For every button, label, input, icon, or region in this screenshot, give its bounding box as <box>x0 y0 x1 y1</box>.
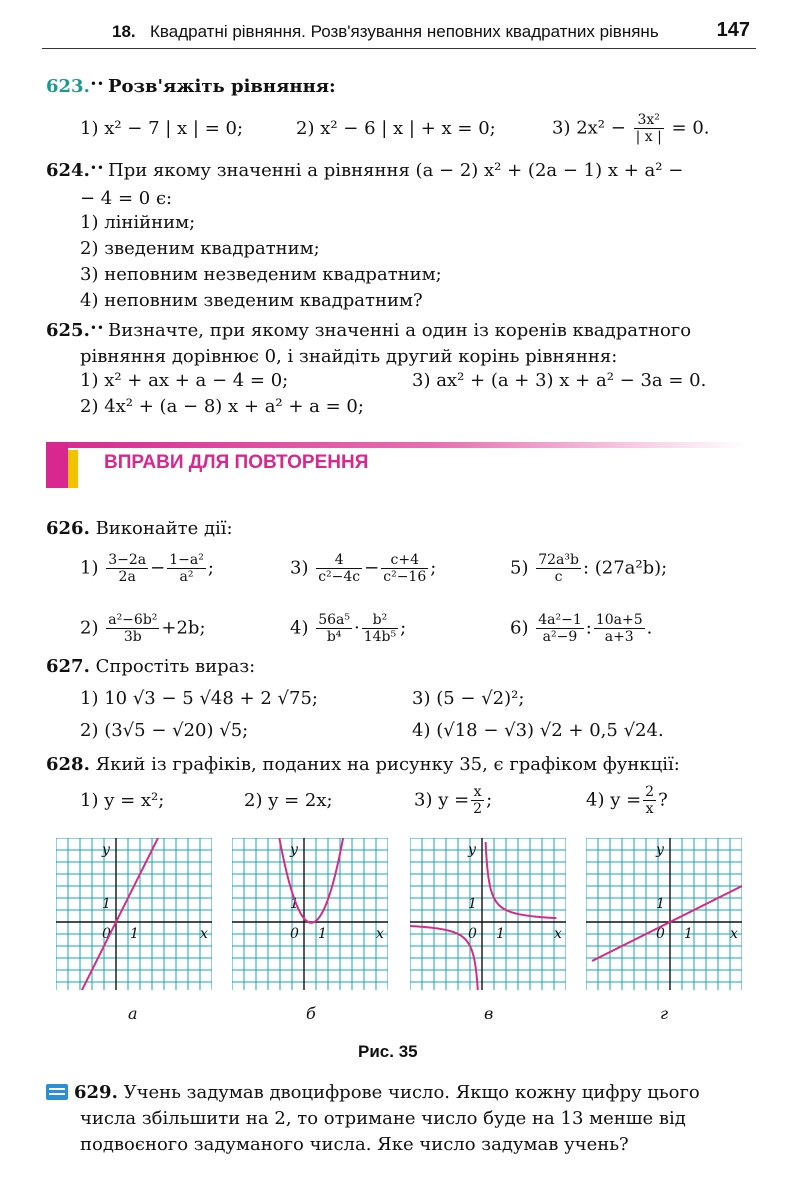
difficulty-mark: •• <box>89 321 104 335</box>
function-curve <box>486 842 557 918</box>
denominator: a+3 <box>604 629 634 645</box>
x-axis-label: x <box>200 926 208 942</box>
numerator: 4a²−1 <box>538 612 582 628</box>
denominator: c²−4c <box>318 569 361 585</box>
function-option: 2) y = 2x; <box>244 790 333 811</box>
equation-part: 3) 2x² − <box>552 117 626 139</box>
option-part: ; <box>486 789 493 811</box>
function-curve <box>72 838 167 990</box>
origin-label: 0 <box>656 926 665 942</box>
problem-number: 625. <box>46 320 90 341</box>
banner-title: ВПРАВИ ДЛЯ ПОВТОРЕННЯ <box>104 452 369 473</box>
problem-text: − 4 = 0 є: <box>80 188 173 209</box>
fraction <box>106 612 159 645</box>
page-header <box>42 18 756 49</box>
equation: 1) x² + ax + a − 4 = 0; <box>80 370 289 391</box>
fraction <box>643 784 656 817</box>
fraction <box>471 784 484 817</box>
difficulty-mark: •• <box>89 161 104 175</box>
y-unit-label: 1 <box>468 896 477 912</box>
problem-number: 628. <box>46 754 90 775</box>
item-label: 5) <box>510 557 529 579</box>
problem-number: 624. <box>46 160 90 181</box>
fraction <box>381 552 428 585</box>
fraction <box>316 552 362 585</box>
x-axis-label: x <box>554 926 562 942</box>
x-unit-label: 1 <box>318 926 327 942</box>
problem-629-heading <box>74 1082 700 1104</box>
section-number: 18. <box>112 22 136 41</box>
item-label: 3) <box>290 557 309 579</box>
banner-tab-accent <box>68 450 78 488</box>
graph-b <box>232 838 388 990</box>
origin-label: 0 <box>102 926 111 942</box>
denominator: x <box>645 801 654 817</box>
x-unit-label: 1 <box>684 926 693 942</box>
numerator: b² <box>362 612 398 629</box>
numerator: c+4 <box>381 552 428 569</box>
difficulty-mark: •• <box>89 77 104 91</box>
numerator: 72a³b <box>538 552 579 568</box>
punctuation: ; <box>430 557 437 579</box>
equation: 2) x² − 6 | x | + x = 0; <box>296 118 496 139</box>
problem-628-heading <box>46 754 680 776</box>
expression-tail: : (27a²b); <box>582 557 668 579</box>
item-label: 1) <box>80 557 99 579</box>
graph-a <box>56 838 212 990</box>
function-option: 1) y = x²; <box>80 790 165 811</box>
section-banner <box>46 438 766 490</box>
operator: − <box>150 557 166 579</box>
numerator: a²−6b² <box>108 612 158 628</box>
fraction <box>167 552 206 585</box>
problem-text: Який із графіків, поданих на рисунку 35, є графіком функції: <box>95 754 680 775</box>
denominator: a²−9 <box>542 629 578 645</box>
denominator: b⁴ <box>326 629 342 645</box>
graph-label: б <box>306 1004 316 1023</box>
x-unit-label: 1 <box>130 926 139 942</box>
y-unit-label: 1 <box>102 896 111 912</box>
graph-v <box>410 838 566 990</box>
option-part: ? <box>658 789 668 811</box>
expression-3 <box>290 552 436 585</box>
expression-tail: +2b; <box>161 617 206 639</box>
denominator: | x | <box>635 129 662 145</box>
graph-label: г <box>660 1004 669 1023</box>
function-option <box>586 784 668 817</box>
expression-4 <box>290 612 406 645</box>
denominator: 14b⁵ <box>363 629 397 645</box>
y-axis-label: y <box>102 842 110 858</box>
problem-text: Розв'яжіть рівняння: <box>108 76 336 97</box>
punctuation: ; <box>207 557 214 579</box>
problem-text: числа збільшити на 2, то отримане число буде на 13 менше від <box>80 1108 686 1129</box>
item-label: 4) <box>290 617 309 639</box>
graph-g <box>586 838 742 990</box>
banner-tab <box>46 442 68 488</box>
operator: · <box>354 617 360 639</box>
numerator: 4 <box>316 552 362 569</box>
graph-label: а <box>128 1004 138 1023</box>
fraction <box>536 612 584 645</box>
page-number: 147 <box>716 19 750 41</box>
problem-number: 629. <box>74 1082 118 1103</box>
denominator: a² <box>179 569 194 585</box>
problem-text: рівняння дорівнює 0, і знайдіть другий корінь рівняння: <box>80 346 618 367</box>
figure-caption: Рис. 35 <box>358 1042 418 1061</box>
numerator: 10a+5 <box>595 612 643 628</box>
function-option <box>414 784 492 817</box>
item-label: 6) <box>510 617 529 639</box>
expression-5 <box>510 552 667 585</box>
equation: 1) x² − 7 | x | = 0; <box>80 118 244 139</box>
y-axis-label: y <box>656 842 664 858</box>
graph-label: в <box>484 1004 494 1023</box>
y-unit-label: 1 <box>656 896 665 912</box>
numerator: 2 <box>645 784 655 800</box>
punctuation: . <box>646 617 653 639</box>
denominator: c²−16 <box>383 569 427 585</box>
problem-text: подвоєного задуманого числа. Яке число задумав учень? <box>80 1134 629 1155</box>
operator: : <box>585 617 592 639</box>
numerator: 1−a² <box>169 552 204 568</box>
expression-1 <box>80 552 214 585</box>
expression: 4) (√18 − √3) √2 + 0,5 √24. <box>412 720 664 741</box>
origin-label: 0 <box>290 926 299 942</box>
problem-text: Визначте, при якому значенні a один із коренів квадратного <box>108 320 692 341</box>
x-unit-label: 1 <box>496 926 505 942</box>
equation: 2) 4x² + (a − 8) x + a² + a = 0; <box>80 396 364 417</box>
expression-6 <box>510 612 652 645</box>
expression: 3) (5 − √2)²; <box>412 688 525 709</box>
problem-number: 623. <box>46 76 90 97</box>
y-axis-label: y <box>290 842 298 858</box>
equation <box>552 112 710 145</box>
list-item: 2) зведеним квадратним; <box>80 238 320 259</box>
expression: 1) 10 √3 − 5 √48 + 2 √75; <box>80 688 318 709</box>
problem-625-heading <box>46 320 691 342</box>
operator: − <box>364 557 380 579</box>
item-label: 2) <box>80 617 99 639</box>
x-axis-label: x <box>376 926 384 942</box>
equation: 3) ax² + (a + 3) x + a² − 3a = 0. <box>412 370 707 391</box>
problem-text: При якому значенні a рівняння (a − 2) x² + (2a − 1) x + a² − <box>108 160 684 181</box>
expression-2 <box>80 612 206 645</box>
equation-part: = 0. <box>671 117 710 139</box>
origin-label: 0 <box>468 926 477 942</box>
problem-626-heading <box>46 518 233 540</box>
problem-number: 626. <box>46 518 90 539</box>
fraction <box>316 612 352 645</box>
problem-text: Учень задумав двоцифрове число. Якщо кожну цифру цього <box>123 1082 700 1103</box>
fraction <box>594 612 645 645</box>
denominator: c <box>554 569 563 585</box>
numerator: 56a⁵ <box>318 612 350 628</box>
x-axis-label: x <box>730 926 738 942</box>
option-part: 4) y = <box>586 789 642 811</box>
numerator: 3x² <box>634 112 664 129</box>
list-item: 4) неповним зведеним квадратним? <box>80 290 423 311</box>
numerator: x <box>471 784 484 801</box>
numerator: 3−2a <box>108 552 147 568</box>
banner-stripe <box>46 442 746 448</box>
denominator: 3b <box>123 629 142 645</box>
list-item: 1) лінійним; <box>80 212 196 233</box>
problem-number: 627. <box>46 656 90 677</box>
section-title: Квадратні рівняння. Розв'язування неповних квадратних рівнянь <box>150 22 659 41</box>
fraction <box>106 552 148 585</box>
fraction <box>536 552 581 585</box>
denominator: 2a <box>118 569 136 585</box>
problem-text: Виконайте дії: <box>95 518 233 539</box>
punctuation: ; <box>400 617 407 639</box>
denominator: 2 <box>473 801 483 817</box>
option-part: 3) y = <box>414 789 470 811</box>
expression: 2) (3√5 − √20) √5; <box>80 720 249 741</box>
fraction <box>362 612 398 645</box>
list-item: 3) неповним незведеним квадратним; <box>80 264 442 285</box>
problem-624-heading <box>46 160 683 182</box>
fraction <box>634 112 664 145</box>
y-unit-label: 1 <box>290 896 299 912</box>
notebook-icon <box>46 1084 68 1100</box>
problem-623-heading <box>46 76 336 98</box>
problem-627-heading <box>46 656 255 678</box>
problem-text: Спростіть вираз: <box>95 656 256 677</box>
y-axis-label: y <box>468 842 476 858</box>
